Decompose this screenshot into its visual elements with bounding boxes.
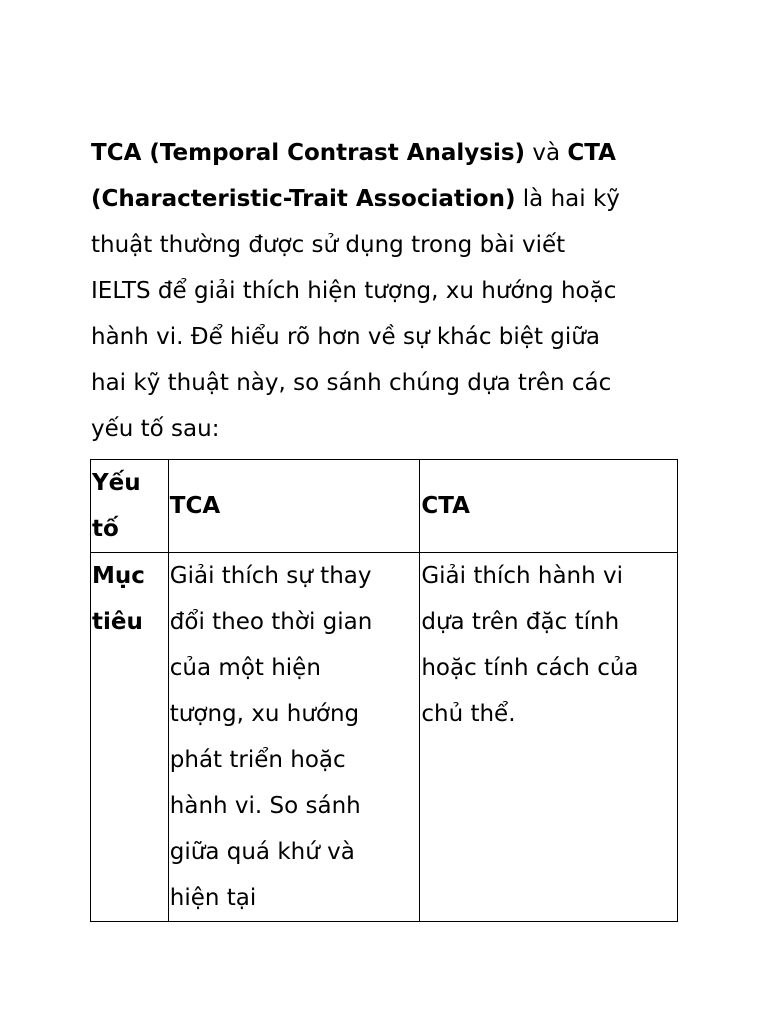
header-text: TCA <box>169 493 221 519</box>
cell-text: Giải thích sự thay <box>169 563 372 589</box>
table-header-row <box>91 460 678 553</box>
term-cta: CTA <box>567 140 616 166</box>
intro-line: yếu tố sau: <box>91 416 220 442</box>
intro-text: và <box>525 140 568 166</box>
cell-text: chủ thể. <box>421 701 516 727</box>
cell-text: đổi theo thời gian <box>169 609 373 635</box>
cell-text: tượng, xu hướng <box>169 701 360 727</box>
intro-line: IELTS để giải thích hiện tượng, xu hướng hoặc <box>91 278 617 304</box>
comparison-table <box>90 459 678 922</box>
cell-text: phát triển hoặc <box>169 747 346 773</box>
header-text: CTA <box>421 493 470 519</box>
cell-text: hiện tại <box>169 885 257 911</box>
table-row <box>91 553 678 922</box>
cell-text: dựa trên đặc tính <box>421 609 620 635</box>
intro-paragraph <box>91 130 681 452</box>
header-text: Yếu <box>92 470 141 496</box>
intro-line: hành vi. Để hiểu rõ hơn về sự khác biệt giữa <box>91 324 600 350</box>
intro-line <box>91 176 681 222</box>
term-cta-full: (Characteristic-Trait Association) <box>91 186 516 212</box>
cell-text: giữa quá khứ và <box>169 839 355 865</box>
cell-text: của một hiện <box>169 655 321 681</box>
row-label-text: Mục <box>92 563 145 589</box>
intro-line <box>91 130 681 176</box>
intro-line: thuật thường được sử dụng trong bài viết <box>91 232 566 258</box>
cell-text: Giải thích hành vi <box>421 563 624 589</box>
row-label-text: tiêu <box>92 609 143 635</box>
intro-line: hai kỹ thuật này, so sánh chúng dựa trên các <box>91 370 612 396</box>
header-cell-factor <box>91 460 169 553</box>
header-cell-cta <box>420 460 678 553</box>
header-text: tố <box>92 516 119 542</box>
row-label-cell <box>91 553 169 922</box>
tca-description-cell <box>168 553 420 922</box>
header-cell-tca <box>168 460 420 553</box>
cell-text: hành vi. So sánh <box>169 793 361 819</box>
term-tca: TCA (Temporal Contrast Analysis) <box>91 140 526 166</box>
cell-text: hoặc tính cách của <box>421 655 639 681</box>
cta-description-cell <box>420 553 678 922</box>
intro-text: là hai kỹ <box>515 186 620 212</box>
